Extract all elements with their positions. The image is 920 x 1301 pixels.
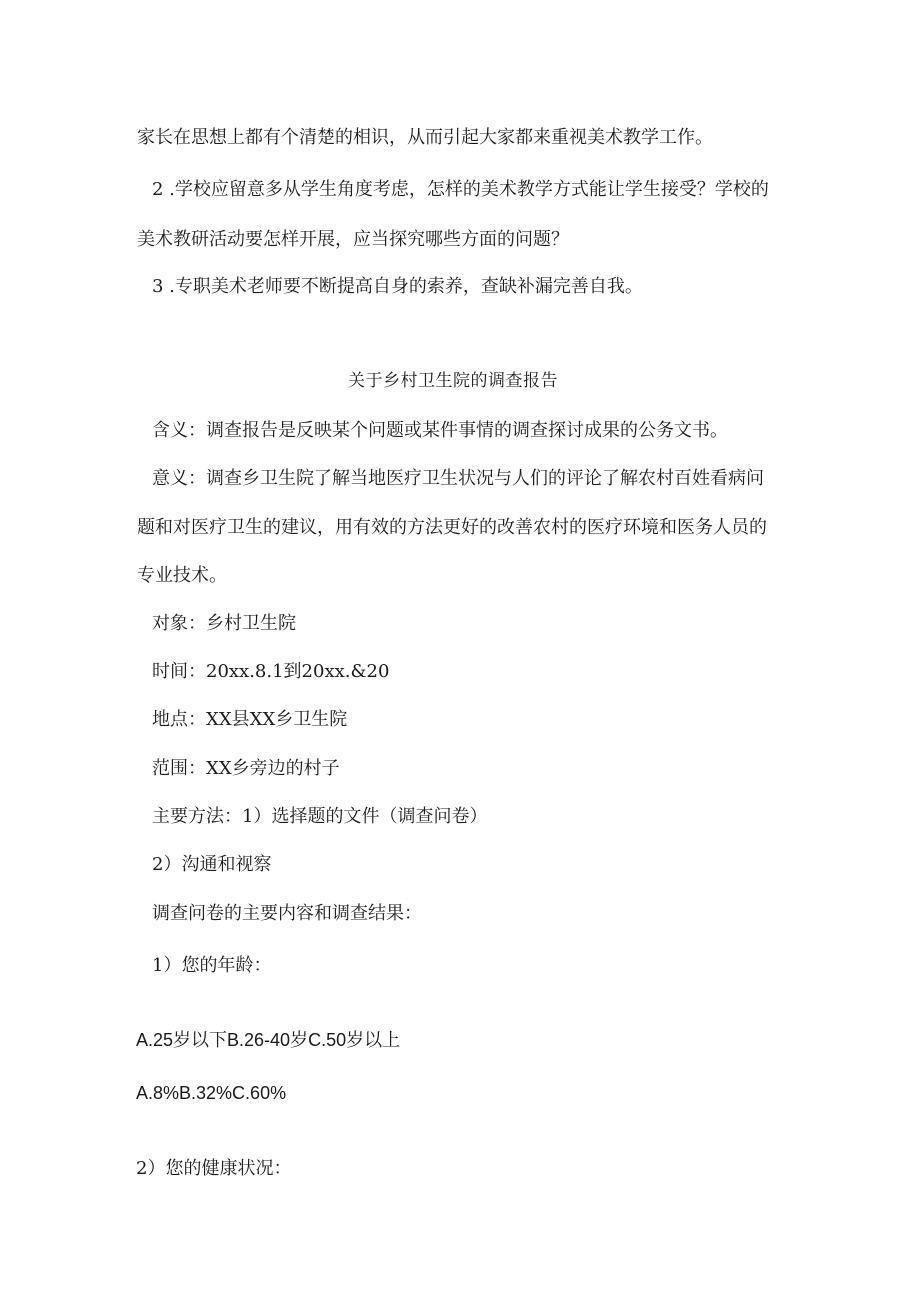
list-item-3-line: 3 .专职美术老师要不断提高自身的索养，查缺补漏完善自我。 bbox=[152, 276, 643, 297]
significance-line: 专业技术。 bbox=[137, 565, 227, 586]
paragraph-line: 家长在思想上都有个清楚的相识，从而引起大家都来重视美术教学工作。 bbox=[137, 127, 713, 148]
definition-line: 含义：调查报告是反映某个问题或某件事情的调查探讨成果的公务文书。 bbox=[152, 420, 728, 441]
question-1-line: 1）您的年龄： bbox=[152, 955, 272, 976]
question-2-line: 2）您的健康状况： bbox=[136, 1158, 292, 1179]
survey-intro-line: 调查问卷的主要内容和调查结果： bbox=[152, 903, 422, 924]
significance-line: 意义：调查乡卫生院了解当地医疗卫生状况与人们的评论了解农村百姓看病问 bbox=[152, 468, 764, 489]
time-line: 时间：20xx.8.1到20xx.&20 bbox=[152, 661, 390, 682]
paragraph-line: 美术教研活动要怎样开展，应当探究哪些方面的问题？ bbox=[137, 229, 569, 250]
list-item-2-line: 2 .学校应留意多从学生角度考虑，怎样的美术教学方式能让学生接受？学校的 bbox=[152, 179, 769, 200]
answer-results-line: A.8%B.32%C.60% bbox=[136, 1083, 287, 1103]
answer-options-line: A.25岁以下B.26-40岁C.50岁以上 bbox=[136, 1030, 401, 1050]
method-line: 主要方法：1）选择题的文件（调查问卷） bbox=[152, 806, 488, 827]
subject-line: 对象：乡村卫生院 bbox=[152, 613, 296, 634]
method-line: 2）沟通和视察 bbox=[152, 854, 272, 875]
significance-line: 题和对医疗卫生的建议，用有效的方法更好的改善农村的医疗环境和医务人员的 bbox=[137, 517, 767, 538]
report-title: 关于乡村卫生院的调查报告 bbox=[348, 371, 558, 391]
location-line: 地点：XX县XX乡卫生院 bbox=[152, 709, 348, 730]
scope-line: 范围：XX乡旁边的村子 bbox=[152, 758, 340, 779]
